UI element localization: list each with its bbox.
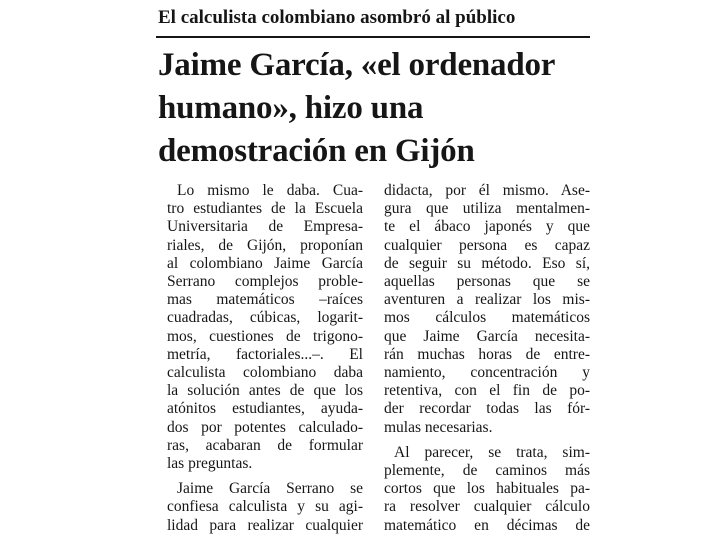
text-line: didacta, por él mismo. Ase- [384,182,590,199]
text-line: la solución antes de que los [167,382,363,400]
text-line: las preguntas. [167,455,253,473]
text-line: que Jaime García necesita- [384,327,590,345]
text-line: Universitaria de Empresa- [167,218,363,236]
text-line: namiento, concentración y [384,364,590,382]
text-line: tro estudiantes de la Escuela [167,200,363,218]
text-line: Jaime García Serrano se [177,480,363,498]
text-line: cortos que los habituales pa- [384,480,590,498]
kicker-rule [156,36,590,38]
text-line: gura que utiliza mentalmen- [384,200,590,218]
article-kicker: El calculista colombiano asombró al público [158,7,516,28]
text-line: confiesa calculista y su agi- [167,498,363,516]
text-line: Al parecer, se trata, sim- [394,443,590,461]
headline-line: demostración en Gijón [158,133,475,169]
text-line: mos cálculos matemáticos [384,309,590,327]
article-headline [158,44,598,173]
text-line: mas matemáticos –raíces [167,291,363,309]
text-line: rán muchas horas de entre- [384,345,590,363]
text-line: riales, de Gijón, proponían [167,236,363,254]
text-line: lidad para realizar cualquier [167,516,363,534]
article-column-left [167,182,363,535]
text-line: retentiva, con el fin de po- [384,382,590,400]
article-column-right [384,182,590,535]
headline-line: humano», hizo una [158,90,424,126]
text-line: ras, acabaran de formular [167,436,363,454]
text-line: mos, cuestiones de trigono- [167,327,363,345]
text-line: der recordar todas las fór- [384,400,590,418]
text-line: mulas necesarias. [384,418,493,436]
paragraph-gap [167,473,363,480]
text-line: cuadradas, cúbicas, logarit- [167,309,363,327]
text-line: dos por potentes calculado- [167,418,363,436]
text-line: cualquier persona es capaz [384,236,590,254]
text-line: aquellas personas que se [384,273,590,291]
text-line: matemático en décimas de [384,516,590,534]
headline-line: Jaime García, «el ordenador [158,47,556,83]
text-line: aventuren a realizar los mis- [384,291,590,309]
text-line: metría, factoriales...–. El [167,345,363,363]
text-line: te el ábaco japonés y que [384,218,590,236]
text-line: Serrano complejos proble- [167,273,363,291]
text-line: ra resolver cualquier cálculo [384,498,590,516]
text-line: al colombiano Jaime García [167,254,363,272]
text-line: plemente, de caminos más [384,462,590,480]
text-line: atónitos estudiantes, ayuda- [167,400,363,418]
text-line: Lo mismo le daba. Cua- [177,182,363,199]
paragraph-gap [384,437,590,444]
text-line: de seguir su método. Eso sí, [384,254,590,272]
text-line: calculista colombiano daba [167,364,363,382]
